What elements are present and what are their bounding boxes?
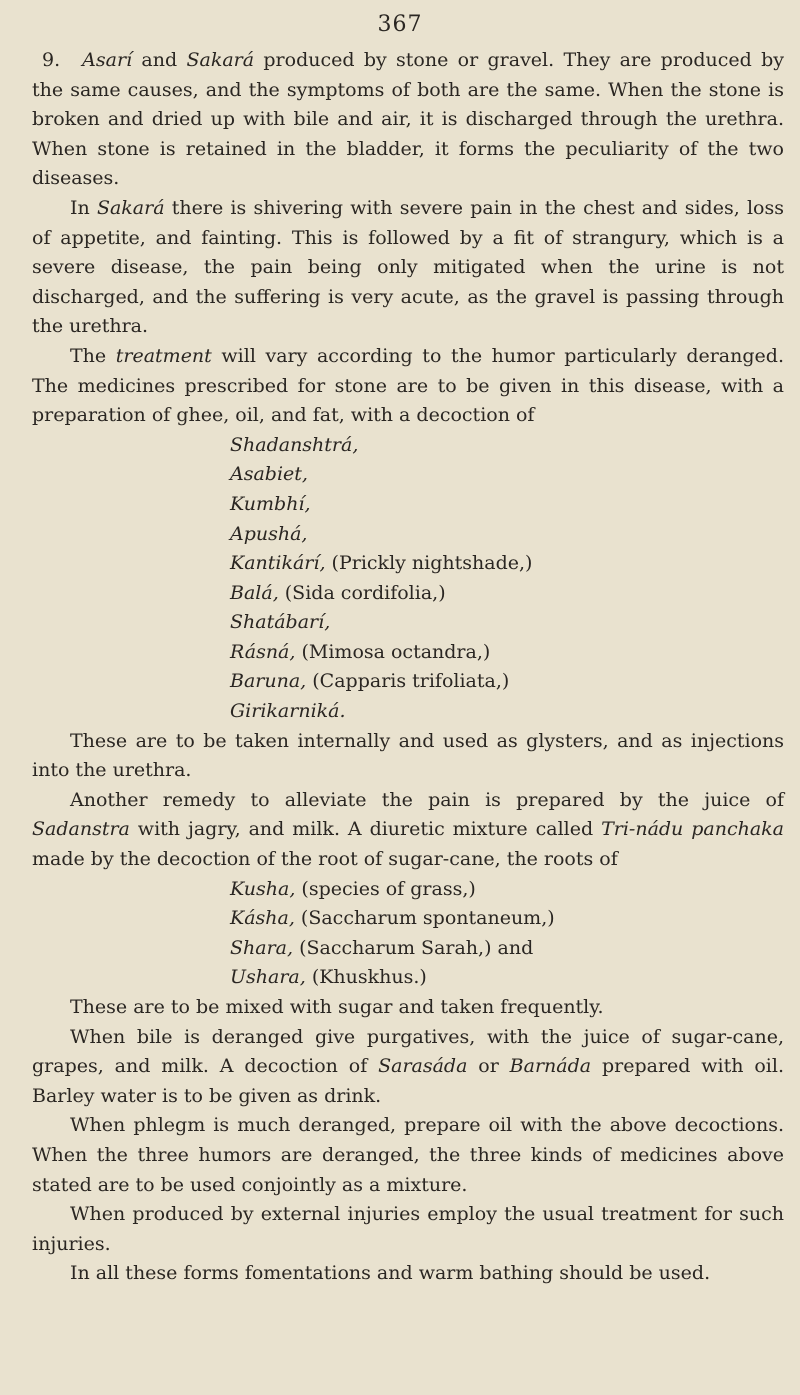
text-run: and xyxy=(132,49,187,71)
medicine-name: Ushara, xyxy=(230,966,306,989)
medicine-name: Kantikárí, xyxy=(230,552,326,575)
medicine-name: Kumbhí, xyxy=(230,492,311,515)
medicine-name: Girikarniká. xyxy=(230,700,346,723)
list-item xyxy=(230,875,784,905)
term-treatment: treatment xyxy=(115,344,212,367)
term-barnada: Barnáda xyxy=(509,1055,592,1078)
list-item xyxy=(230,549,784,579)
medicine-desc: (Saccharum Sarah,) and xyxy=(293,936,534,959)
text-run: will vary according to the humor particularly deranged. The medicines prescribed for stone are to be given in this disease, with a preparation of ghee, oil, and fat, with a decoction of xyxy=(32,344,784,427)
term-asari: Asarí xyxy=(82,49,133,71)
text-run: prepared with oil. Barley water is to be given as drink. xyxy=(32,1055,784,1107)
paragraph-another-remedy xyxy=(32,786,784,875)
text-run: Another remedy to alleviate the pain is prepared by the juice of xyxy=(70,788,784,811)
page-number: 367 xyxy=(377,12,423,37)
list-item xyxy=(230,697,784,727)
paragraph-internal-use: These are to be taken internally and used as glysters, and as injections into the urethra. xyxy=(32,729,784,782)
paragraph-bile-deranged xyxy=(32,1023,784,1112)
medicine-name: Kusha, xyxy=(230,877,296,900)
term-sakara: Sakará xyxy=(96,196,165,219)
paragraph-mix-sugar: These are to be mixed with sugar and taken frequently. xyxy=(70,996,604,1018)
text-run: In xyxy=(70,196,97,219)
list-item xyxy=(230,431,784,461)
medicine-desc: (Khuskhus.) xyxy=(305,966,427,989)
paragraph-sakara-symptoms xyxy=(32,194,784,342)
medicine-desc: (species of grass,) xyxy=(295,877,476,900)
term-tri-nadu-panchaka: Tri-nádu panchaka xyxy=(601,818,785,841)
medicine-name: Kásha, xyxy=(230,907,295,930)
medicine-desc: (Capparis trifoliata,) xyxy=(306,670,510,693)
medicine-desc: (Saccharum spontaneum,) xyxy=(294,907,555,930)
list-item xyxy=(230,520,784,550)
term-sadanstra: Sadanstra xyxy=(32,818,130,841)
list-item xyxy=(230,638,784,668)
medicine-name: Asabiet, xyxy=(230,463,308,486)
medicine-name: Balá, xyxy=(230,581,279,604)
medicine-name: Rásná, xyxy=(230,640,296,663)
term-sakara: Sakará xyxy=(186,49,255,71)
paragraph-treatment xyxy=(32,342,784,431)
list-item xyxy=(230,579,784,609)
paragraph-external-injuries: When produced by external injuries employ the usual treatment for such injuries. xyxy=(32,1203,784,1255)
page-body xyxy=(32,46,784,1289)
medicine-desc: (Prickly nightshade,) xyxy=(325,552,533,575)
text-run: The xyxy=(70,344,116,367)
list-item xyxy=(230,608,784,638)
medicine-name: Shadanshtrá, xyxy=(230,433,359,456)
list-item xyxy=(230,904,784,934)
grass-list xyxy=(230,875,784,993)
term-sarasada: Sarasáda xyxy=(378,1055,468,1078)
medicine-name: Shara, xyxy=(230,936,294,959)
list-item xyxy=(230,490,784,520)
medicine-list xyxy=(230,431,784,727)
text-run: with jagry, and milk. A diuretic mixture called xyxy=(129,818,602,841)
medicine-name: Apushá, xyxy=(230,522,308,545)
paragraph-fomentations: In all these forms fomentations and warm bathing should be used. xyxy=(70,1262,711,1285)
text-run: When bile is deranged give purgatives, with the juice of sugar-cane, grapes, and milk. A decoction of xyxy=(32,1025,784,1078)
list-item xyxy=(230,934,784,964)
medicine-desc: (Sida cordifolia,) xyxy=(278,581,446,604)
medicine-name: Shatábarí, xyxy=(230,611,331,634)
medicine-desc: (Mimosa octandra,) xyxy=(295,640,491,663)
text-run: produced by stone or gravel. They are produced by the same causes, and the symptoms of both are the same. When the stone is broken and dried up with bile and air, it is discharged through the urethra. When stone is retained in the bladder, it forms the peculiarity of the two diseases. xyxy=(32,49,784,190)
list-item xyxy=(230,460,784,490)
paragraph-asari-sakara xyxy=(32,46,784,194)
list-item xyxy=(230,667,784,697)
text-run: made by the decoction of the root of sugar-cane, the roots of xyxy=(32,848,618,871)
medicine-name: Baruna, xyxy=(230,670,307,693)
text-run: or xyxy=(467,1055,510,1078)
text-run: there is shivering with severe pain in the chest and sides, loss of appetite, and fainting. This is followed by a fit of strangury, which is a severe disease, the pain being only mitigated when the urine is not discharged, and the suffering is very acute, as the gravel is passing through the urethra. xyxy=(32,196,784,338)
section-number: 9. xyxy=(42,49,61,71)
paragraph-phlegm-deranged: When phlegm is much deranged, prepare oil with the above decoctions. When the three humors are deranged, the three kinds of medicines above stated are to be used conjointly as a mixture. xyxy=(32,1114,784,1196)
list-item xyxy=(230,963,784,993)
